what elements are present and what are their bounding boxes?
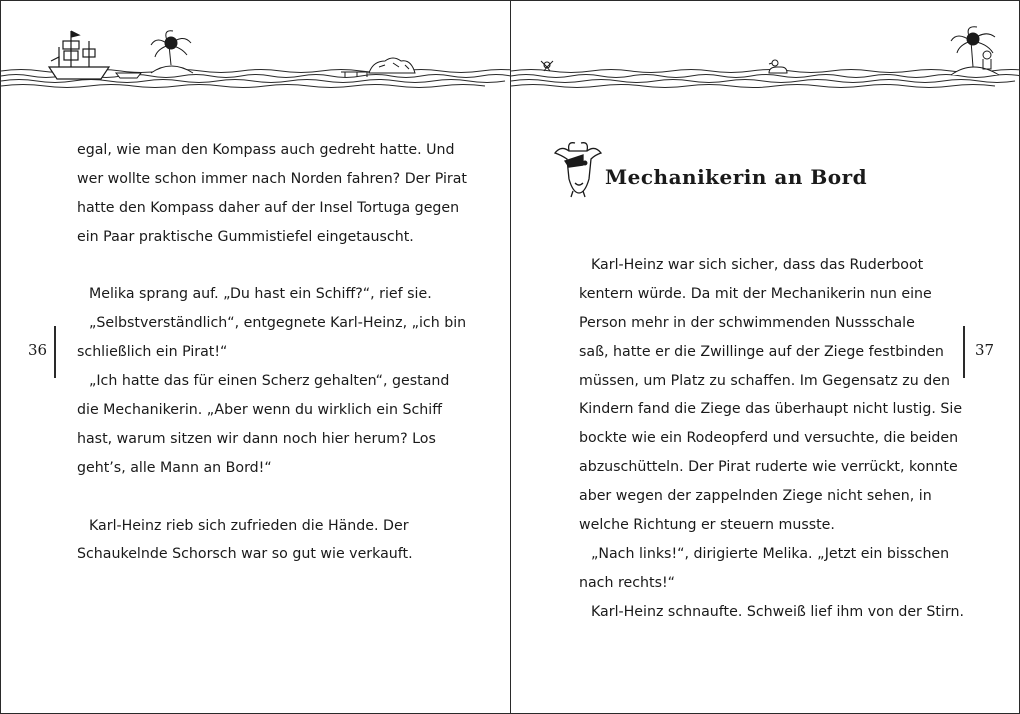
text-line: Karl-Heinz schnaufte. Schweiß lief ihm von der Stirn. bbox=[591, 603, 964, 620]
text-line: Melika sprang auf. „Du hast ein Schiff?“, rief sie. bbox=[89, 286, 432, 303]
text-line: schließlich ein Pirat!“ bbox=[77, 344, 228, 361]
text-line: „Ich hatte das für einen Scherz gehalten“, gestand bbox=[89, 373, 450, 390]
text-line: Schaukelnde Schorsch war so gut wie verkauft. bbox=[77, 546, 413, 563]
text-line: abzuschütteln. Der Pirat ruderte wie verrückt, konnte bbox=[579, 459, 958, 476]
text-line: „Nach links!“, dirigierte Melika. „Jetzt ein bisschen bbox=[591, 545, 950, 562]
paragraph-gap bbox=[77, 483, 467, 512]
text-line: „Selbstverständlich“, entgegnete Karl-Heinz, „ich bin bbox=[89, 315, 467, 332]
text-line: kentern würde. Da mit der Mechanikerin nun eine bbox=[579, 285, 932, 302]
margin-rule bbox=[963, 326, 965, 378]
text-line: Kindern fand die Ziege das überhaupt nicht lustig. Sie bbox=[579, 401, 963, 418]
text-line: hatte den Kompass daher auf der Insel Tortuga gegen bbox=[77, 199, 460, 216]
sea-waves-icon bbox=[511, 70, 1020, 88]
left-page bbox=[1, 1, 511, 713]
text-line: bockte wie ein Rodeopferd und versuchte, die beiden bbox=[579, 430, 959, 447]
swimmer-icon bbox=[541, 61, 553, 71]
pirate-ship-icon bbox=[49, 31, 109, 79]
text-line: Karl-Heinz rieb sich zufrieden die Hände. Der bbox=[89, 517, 409, 534]
chapter-title: Mechanikerin an Bord bbox=[605, 165, 868, 189]
text-line: geht’s, alle Mann an Bord!“ bbox=[77, 459, 272, 476]
header-sea-band bbox=[511, 1, 1020, 91]
text-line: Person mehr in der schwimmenden Nussschale bbox=[579, 314, 915, 331]
text-line: egal, wie man den Kompass auch gedreht hatte. Und bbox=[77, 142, 455, 158]
text-line: saß, hatte er die Zwillinge auf der Ziege festbinden bbox=[579, 343, 944, 360]
duck-icon bbox=[769, 60, 787, 73]
paragraph-gap bbox=[77, 252, 467, 281]
palm-island-with-pirate-icon bbox=[951, 27, 999, 75]
text-line: die Mechanikerin. „Aber wenn du wirklich ein Schiff bbox=[77, 402, 442, 419]
text-line: hast, warum sitzen wir dann noch hier herum? Los bbox=[77, 430, 436, 447]
rock-island-icon bbox=[369, 58, 415, 73]
text-line: wer wollte schon immer nach Norden fahren? Der Pirat bbox=[77, 170, 467, 187]
text-line: ein Paar praktische Gummistiefel eingetauscht. bbox=[77, 228, 414, 245]
text-line: Karl-Heinz war sich sicher, dass das Ruderboot bbox=[591, 257, 924, 273]
rowboat-icon bbox=[116, 73, 141, 78]
page-number: 37 bbox=[975, 341, 995, 359]
page-number: 36 bbox=[28, 341, 48, 359]
margin-rule bbox=[54, 326, 56, 378]
text-line: müssen, um Platz zu schaffen. Im Gegensatz zu den bbox=[579, 372, 950, 389]
header-sea-band bbox=[1, 1, 511, 91]
left-body-text bbox=[77, 136, 467, 569]
right-page bbox=[511, 1, 1020, 713]
pier-icon bbox=[341, 72, 371, 77]
goat-with-eyepatch-icon bbox=[549, 139, 607, 199]
text-line: nach rechts!“ bbox=[579, 574, 676, 591]
text-line: welche Richtung er steuern musste. bbox=[579, 517, 835, 534]
right-body-text bbox=[579, 251, 964, 627]
palm-island-icon bbox=[151, 31, 193, 73]
text-line: aber wegen der zappelnden Ziege nicht sehen, in bbox=[579, 488, 932, 505]
